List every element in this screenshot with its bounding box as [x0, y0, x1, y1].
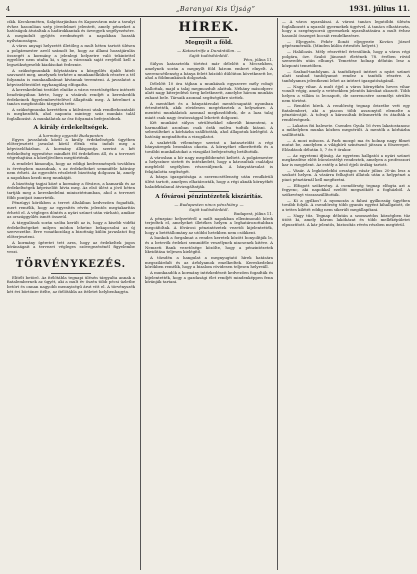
section-title: HÍREK. — [178, 20, 240, 35]
paragraph: Délelőtt 10 óra tájban a munkások egyszerre mély robajt hallottak, majd a talaj megmozdult alattuk. Néhány másodperc alatt nagy kiterjedésű üreg keletkezett, amelybe három munkás zuhant bele. Társaik azonnal segítségükre siettek. — [145, 80, 273, 100]
paragraph: Súlyos katasztrófa történt már délelőtt a Mecsekben, amelynek során a megnyílt föld három embert elnyelt. A szerencsétlenség a bánya felett húzódó dűlőúton következett be, ahol a földmunkások dolgoztak. — [145, 61, 273, 81]
paragraph: A mentőket és a bányatársulat mentőcsapatát nyomban értesítették, akik rövidesen megérkeztek a helyszínre. A mentési munkálatok azonnal megkezdődtek, de a laza talaj miatt csak nagy óvatossággal lehetett dolgozni. — [145, 100, 273, 120]
paragraph: A kormány ígéretet tett arra, hogy az érdekeltek jogos kívánságait a tervezet végleges szövegezésénél figyelembe veszi. — [7, 239, 135, 254]
paragraph: A bizottság tagjai közé a kormány a főváros, a kamarák és az érdekeltségek képviselőit hívta meg. Az első ülést a jövő héten tartják meg a kereskedelmi minisztériumban, ahol a tervezet főbb pontjait ismertetik. — [7, 180, 135, 200]
news-item: — Az egyetemi ifjúság. Az egyetem hallgatói a nyári szünet megkezdése előtt búcsúestélyt rendeztek, amelyen a professzori kar is megjelent. Az estély a késő éjjeli órákig tartott. — [282, 152, 410, 168]
paragraph: A tárgyalások során szóba került az is, hogy a kisebb vidéki érdekeltségeket milyen módon lehetne bekapcsolni az új szervezetbe. Erre vonatkozólag a bizottság külön javaslatot fog előterjeszteni. — [7, 219, 135, 239]
paragraph: Pénzügyi körökben a tervet általában kedvezően fogadták, mert remélik, hogy az egyesítés révén jelentős megtakarítás érhető el. A végleges döntés a nyári szünet után várható, amikor az országgyűlés ismét összeül. — [7, 200, 135, 220]
news-item: — Nagy vihar. A mult éjjel a város környékén heves vihar vonult végig, amely a vetésekben jelentős károkat okozott. Több helyen a villám is lecsapott, de szerencsére személyi sérülés nem történt. — [282, 83, 410, 103]
paragraph: cikk. Kecskeméten, Salgótarjánban és Kaposváron már a tavalyi évhez hasonlóan szép jövedelmet jelentett, amely pénzeket a hatóságok átutaltak a hadirokkantak és özvegyek segélyezésére. A megindult gyűjtés eredményét a napokban hozzák nyilvánosságra. — [7, 20, 135, 43]
divider — [189, 37, 229, 38]
dateline: Pécs, július 11. — [243, 56, 273, 62]
issue-date: 1931. július 11. — [349, 4, 410, 13]
byline: Saját tudósítónktól. — [189, 206, 229, 212]
paragraph: Elitélt betörő. Az ítélőtábla tegnapi ülésén tárgyalta annak a fiatalembernek az ügyét, aki a mult év őszén több pécsi üzletbe betört és onnan nagyobb mennyiségű árut vitt el. A törvényszék két évi börtönre ítélte, az ítélőtábla az ítéletet helybenhagyta. — [7, 274, 135, 294]
article-headline: A fővárosi pénzintézetek kiszárítás. — [155, 194, 263, 201]
article-headline: Megnyílt a föld. — [185, 40, 233, 46]
page-header — [6, 4, 410, 17]
divider — [189, 191, 229, 192]
paragraph: A város anyagi helyzetét illetőleg a mult héten tartott ülésen a polgármester arról számolt be, hogy az állami hozzájárulás összegét a kormány a jelenlegi helyzetre való tekintettel egyelőre nem utalta ki, s így a városnak saját erejéből kell a legszükségesebb kiadásokat fedeznie. — [7, 43, 135, 67]
paragraph: Egyes javaslatok közül a király érdekeltségek ügyében előterjesztett javaslat körül élénk vita indult meg a képviselőházban. A kormány álláspontja szerint a két érdekeltség egyesítése mindkét fél érdekében áll, és a tervezet végrehajtása a közeljövőben megtörténik. — [7, 136, 135, 161]
news-item: — A mozi műsora. A Park mozgó ma és holnap nagy filmet mutat be, amelyben a világhírű színésznő játssza a főszerepet. Előadások délután 5, 7 és 9 órakor. — [282, 137, 410, 153]
article-subheadline: — Katasztrófa a Dunántúlon. — — [177, 47, 241, 53]
news-item: — Nagy tűz. Tegnap délután a szomszédos községben tűz ütött ki, amely három lakóházat és több melléképületet elpusztított. A kár jelentős, biztosítás révén részben megtérül. — [282, 212, 410, 227]
paragraph: A kereskedelmi testület elnöke a város vezetőségéhez intézett beadványában kérte, hogy a vásárok rendjét a kereskedők érdekeinek figyelembevételével állapítsák meg. A kérelmet a tanács megfontolás tárgyává tette. — [7, 87, 135, 107]
article-subheadline: A kormány egyesíti Budapesten — [38, 132, 104, 138]
column-rule — [140, 18, 141, 570]
paragraph: Két munkást súlyos sérülésekkel sikerült kimenteni, a harmadikat azonban csak órák múlva tudták kiásni. A sebesülteket a kórházba szállították, ahol állapotuk kielégítő. A hatóság megindította a vizsgálatot. — [145, 120, 273, 140]
paragraph: A szükségmunkák folytatására a közgyűlés újabb hitelt szavazott meg, amelynek terhére a munkanélküliek részére a tél folyamán is munkaalkalmat kívánnak teremteni. A javaslatot a képviselőtestület egyhangúlag elfogadta. — [7, 67, 135, 87]
paragraph: A tőzsdén a hangulat a megnyugtató hírek hatására megszilárdult és az árfolyamok emelkedtek. Kereskedelmi körökben remélik, hogy a bizalom rövidesen teljesen helyreáll. — [145, 254, 273, 270]
news-item: — Lakatos fiú balesete. Csendes Gyula 16 éves lakatostanonc a műhelyben munka közben megsérült. A mentők a kórházba szállították. — [282, 122, 410, 138]
news-item: — A város nyaralásai. A városi tanács legutóbbi ülésén foglalkozott a nyaraló gyermekek ügyével. A tanács elhatározta, hogy a szegénysorsú gyermekek nyaraltatására a mult évhez hasonló összeget bocsát rendelkezésre. — [282, 20, 410, 38]
paragraph: A bankok a forgalmat a rendes keretek között bonyolítják le, és a betevők érdekei semmiféle veszélynek nincsenek kitéve. A Nemzeti Bank vezetősége közölte, hogy a pénzintézetek likviditása teljesen kielégítő. — [145, 235, 273, 255]
section-title: TÖRVÉNYKEZÉS. — [15, 258, 127, 270]
page-number: 4 — [6, 5, 11, 13]
article-headline: A király érdekeltségek. — [33, 124, 109, 131]
column-middle — [145, 20, 273, 570]
column-right — [282, 20, 410, 570]
paragraph: A szükségmunka keretében a külvárosi utak rendbehozatalát is megkezdték, ahol naponta mintegy száz munkás talál foglalkozást. A munkálatok az ősz folyamán befejeződnek. — [7, 106, 135, 122]
article-subheadline: — Budapesten nincs pénzhiány. — — [174, 201, 244, 207]
news-item: — Eljegyzés. Fehér Ilonát eljegyezte Kovács József gépészmérnök. (Minden külön értesítés helyett.) — [282, 38, 410, 49]
news-item: — Vásár. A legközelebbi országos vásár július 20-án lesz a szokott helyen. A vásárra felhajtott állatok után a helypénzt a piaci pénztárnál kell megfizetni. — [282, 167, 410, 182]
column-left — [7, 20, 135, 570]
news-item: — Szabad-tanfolyam. A tanítóképző intézet a nyári szünet alatt szabad tanfolyamot rendez a tanítók részére. A tanfolyamra jelentkezni lehet az intézet igazgatóságánál. — [282, 68, 410, 83]
column-rule — [277, 18, 278, 570]
paragraph: A munkaadók a kormány intézkedéseit kedvezően fogadták és kijelentették, hogy a gazdasági élet rendjét mindenképpen fenn kívánják tartani. — [145, 269, 273, 285]
dateline: Budapest, július 11. — [233, 210, 273, 216]
news-item: — Rendőri hírek. A rendőrség tegnap őrizetbe vett egy fiatalembert, aki a piacon több asszonytól elemelte a pénztárcáját. A tolvajt a károsultak felismerték és átadták a rendőrségnek. — [282, 103, 410, 123]
news-item: — Ki a gyilkos? A nyomozás a falusi gyilkosság ügyében tovább folyik. A csendőrség több gyanús egyént kihallgatott, de a tettes kilétét eddig nem sikerült megállapítani. — [282, 197, 410, 212]
paragraph: A szakértők véleménye szerint a katasztrófát a régi bányaüregek beomlása okozta. A környéket elkerítették és a további munkálatokat a vizsgálat befejezéséig betiltották. — [145, 139, 273, 155]
paragraph: A rendelet kimondja, hogy az eddigi kedvezmények továbbra is érvényben maradnak, s az érdekelteket semmiféle hátrány nem érheti. Az egyesítés részleteit bizottság dolgozza ki, amely a napokban kezdi meg munkáját. — [7, 161, 135, 181]
paragraph: A pénzpiac helyzetéről a múlt napokban ellentmondó hírek terjedtek el, amelyeket illetékes helyen a leghatározottabban megcáfoltak. A fővárosi pénzintézetek vezetői kijelentették, hogy a betétállomány az utóbbi hetekben nem csökkent. — [145, 215, 273, 235]
paragraph: A bánya igazgatósága a szerencsétlenség után rendkívüli ülést tartott, amelyen elhatározták, hogy a régi aknák környékét haladéktalanul átvizsgáltatják. — [145, 174, 273, 189]
byline: Saját tudósítónktól. — [189, 52, 229, 58]
news-item: — Elfogott szökevény. A csendőrség tegnap elfogta azt a fegyenc, aki napokkal ezelőtt megszökött a fogházból. A szökevényt visszaszállították. — [282, 182, 410, 197]
divider — [51, 273, 91, 274]
masthead: „Baranyai Kis Újság” — [176, 5, 256, 13]
paragraph: A városban a hír nagy megdöbbenést keltett. A polgármester a helyszínre sietett és intézkedett, hogy a károsultak családjai megfelelő segélyben részesüljenek. A bányatársulat is felajánlotta segítségét. — [145, 154, 273, 174]
news-item: — Halálozás. Mély részvéttel értesülünk, hogy a város régi polgára, özv. Szabó Jánosné életének 78. évében rövid szenvedés után elhunyt. Temetése holnap délután lesz a központi temetőben. — [282, 48, 410, 68]
